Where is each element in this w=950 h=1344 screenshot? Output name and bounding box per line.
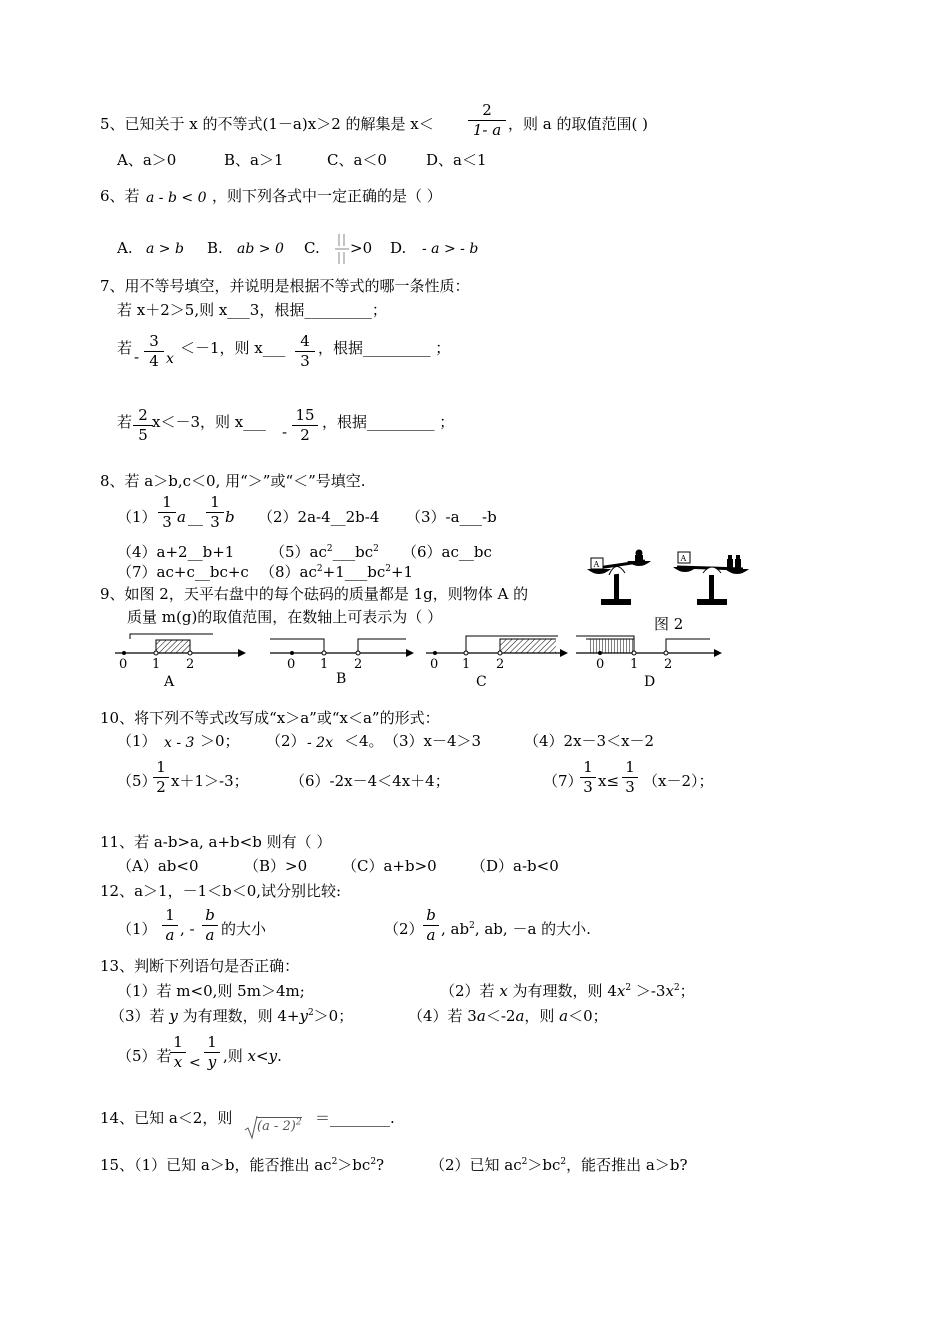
q7-l3-mid: x＜－3，则 x___ bbox=[152, 413, 266, 431]
q8-p5: $(5)ac^2\_\_\_bc^2$ bbox=[270, 543, 379, 561]
q9-line-1: 9、如图 2，天平右盘中的每个砝码的质量都是 1g，则物体 A 的 bbox=[100, 585, 529, 603]
number-line-b bbox=[270, 639, 414, 687]
q8-p1-label: （1） bbox=[117, 508, 157, 526]
q8-p2: （2）2a-4__2b-4 bbox=[258, 508, 380, 526]
q7-l2-sign: - bbox=[134, 348, 140, 366]
q10-p7-tail: （x－2）； bbox=[643, 772, 714, 790]
q13-p5-label: （5）若 bbox=[117, 1047, 172, 1065]
q15-p1: 15、（1）已知 a＞b，能否推出 $ac^2>bc^2$? bbox=[100, 1156, 385, 1174]
q12-p1-fraction: 1 a bbox=[162, 908, 178, 943]
q10-p2-tail: ＜4。 bbox=[344, 732, 384, 750]
q11-option-b: （B）>0 bbox=[244, 857, 308, 875]
q6-option-d: - a > - b bbox=[422, 241, 479, 257]
q5-option-d: D、a＜1 bbox=[426, 151, 487, 169]
q13-p5-conclusion: ,则 x<y. bbox=[223, 1047, 282, 1065]
q7-l3-fraction: 2 5 bbox=[133, 408, 153, 443]
number-line-c-tick-0: 0 bbox=[430, 657, 439, 672]
q10-p2-expr: - 2x bbox=[307, 735, 333, 751]
q7-stem: 7、用不等号填空，并说明是根据不等式的哪一条性质： bbox=[100, 277, 470, 295]
q13-stem: 13、判断下列语句是否正确： bbox=[100, 957, 300, 975]
q5-option-a: A、a＞0 bbox=[117, 151, 177, 169]
number-line-d bbox=[576, 636, 722, 690]
q12-stem: 12、a＞1，－1＜b＜0,试分别比较: bbox=[100, 882, 342, 900]
q7-l3-pre: 若 bbox=[117, 413, 133, 431]
balance-1-box-label: A bbox=[593, 560, 600, 569]
q7-l3-sign: - bbox=[282, 423, 288, 441]
q7-l2-pre: 若 bbox=[117, 339, 133, 357]
q10-p2-label: （2） bbox=[266, 732, 306, 750]
q13-p1: （1）若 m<0,则 5m＞4m; bbox=[117, 982, 305, 1000]
q14-suffix: ＝________. bbox=[315, 1109, 395, 1127]
q7-l2-tail: ，根据_________ ； bbox=[318, 339, 451, 357]
q13-p5-fraction: 1 x bbox=[170, 1035, 186, 1070]
q13-p2: （2）若 x 为有理数，则 $4x^2 >-3x^2$； bbox=[440, 982, 695, 1000]
q6-condition: a - b < 0 bbox=[146, 190, 207, 206]
balance-1 bbox=[587, 550, 651, 606]
q5-option-b: B、a＞1 bbox=[224, 151, 284, 169]
q10-p5-fraction: 1 2 bbox=[153, 760, 169, 795]
q6-option-d-label: D. bbox=[390, 239, 407, 257]
q10-p5-tail: x＋1＞-3； bbox=[171, 772, 249, 790]
q10-p4: （4）2x－3＜x－2 bbox=[524, 732, 655, 750]
q12-p1-fraction-2: b a bbox=[202, 908, 218, 943]
number-line-c-tick-1: 1 bbox=[462, 657, 471, 672]
q6-option-b: ab > 0 bbox=[237, 241, 284, 257]
q8-p1-fraction-2: 1 3 bbox=[206, 495, 224, 530]
number-line-a-tick-2: 2 bbox=[186, 657, 195, 672]
figure-caption: 图 2 bbox=[654, 615, 684, 633]
number-line-c-tick-2: 2 bbox=[496, 657, 505, 672]
number-line-d-tick-2: 2 bbox=[664, 657, 673, 672]
q7-l2-fraction: 3 4 bbox=[144, 334, 164, 369]
q10-p1-expr: x - 3 bbox=[164, 735, 195, 751]
q10-p7-mid: x≤ bbox=[598, 772, 620, 790]
q14-prefix: 14、已知 a＜2，则 bbox=[100, 1109, 233, 1127]
q7-l2-var: x bbox=[166, 351, 174, 367]
q12-p2-fraction: b a bbox=[423, 908, 439, 943]
q8-p4: （4）a+2__b+1 bbox=[117, 543, 235, 561]
q8-p1-fraction: 1 3 bbox=[158, 495, 176, 530]
q10-p3: （3）x－4＞3 bbox=[384, 732, 482, 750]
q8-p1-blank: __ bbox=[188, 508, 203, 526]
number-line-a-tick-0: 0 bbox=[119, 657, 128, 672]
balance-2 bbox=[673, 552, 749, 605]
number-line-a bbox=[115, 634, 246, 690]
q10-stem: 10、将下列不等式改写成“x＞a”或“x＜a”的形式： bbox=[100, 709, 440, 727]
radical-sign bbox=[244, 1114, 258, 1140]
q11-option-a: （A）ab<0 bbox=[117, 857, 199, 875]
q12-p1-tail: 的大小 bbox=[221, 920, 267, 938]
q12-p2-mid: , $ab^2$, ab, －a 的大小. bbox=[441, 920, 591, 938]
q10-p5-label: （5） bbox=[117, 772, 157, 790]
q12-p2-label: （2） bbox=[384, 920, 424, 938]
q13-p5-fraction-2: 1 y bbox=[204, 1035, 220, 1070]
q6-option-a-label: A. bbox=[117, 239, 133, 257]
q8-p1-var-2: b bbox=[225, 508, 235, 526]
q10-p7-fraction-2: 1 3 bbox=[622, 760, 638, 795]
number-line-b-tick-0: 0 bbox=[287, 657, 296, 672]
number-line-c-label: C bbox=[476, 674, 487, 690]
q10-p7-fraction: 1 3 bbox=[580, 760, 596, 795]
q8-p8: $(8)ac^2+1\_\_\_bc^2+1$ bbox=[260, 563, 414, 581]
number-line-b-tick-1: 1 bbox=[320, 657, 329, 672]
number-line-d-tick-1: 1 bbox=[630, 657, 639, 672]
q8-stem: 8、若 a＞b,c＜0, 用“＞”或“＜”号填空. bbox=[100, 472, 366, 490]
balance-2-box-label: A bbox=[680, 554, 687, 563]
q14-radicand: (a - 2)$^2$ bbox=[257, 1117, 302, 1134]
q5-prefix: 5、已知关于 x 的不等式(1－a)x＞2 的解集是 x＜ bbox=[100, 115, 434, 133]
q5-option-c: C、a＜0 bbox=[327, 151, 387, 169]
q11-option-c: （C）a+b>0 bbox=[342, 857, 437, 875]
q7-l2-fraction-2: 4 3 bbox=[295, 334, 315, 369]
q5-fraction: 2 1- a bbox=[468, 103, 506, 138]
number-lines bbox=[110, 628, 735, 692]
number-line-b-label: B bbox=[336, 671, 347, 687]
q10-p1-tail: ＞0； bbox=[200, 732, 240, 750]
number-line-a-tick-1: 1 bbox=[152, 657, 161, 672]
q6-option-c-label: C. bbox=[304, 239, 320, 257]
balance-figure bbox=[585, 545, 755, 610]
q7-l3-tail: ，根据_________ ； bbox=[322, 413, 455, 431]
q15-p2: （2）已知 $ac^2>bc^2$，能否推出 a＞b? bbox=[430, 1156, 688, 1174]
q6-option-a: a > b bbox=[146, 241, 184, 257]
number-line-d-tick-0: 0 bbox=[596, 657, 605, 672]
number-line-b-tick-2: 2 bbox=[354, 657, 363, 672]
q7-l2-mid: ＜－1，则 x___ bbox=[180, 339, 286, 357]
q6-suffix: ，则下列各式中一定正确的是（ ） bbox=[212, 187, 442, 205]
number-line-d-label: D bbox=[644, 674, 656, 690]
q8-p6: （6）ac__bc bbox=[402, 543, 492, 561]
q13-p5-less-than: < bbox=[189, 1055, 201, 1071]
q6-prefix: 6、若 bbox=[100, 187, 140, 205]
q5-suffix: ，则 a 的取值范围( ) bbox=[508, 115, 648, 133]
q6-option-c-tail: >0 bbox=[350, 239, 373, 257]
q10-p1-label: （1） bbox=[117, 732, 157, 750]
q8-p1-var: a bbox=[177, 508, 186, 526]
q12-p1-sep: , - bbox=[180, 920, 195, 938]
q12-p1-label: （1） bbox=[117, 920, 157, 938]
q13-p3: （3）若 y 为有理数，则 $4+y^2>0$； bbox=[110, 1007, 354, 1025]
q7-l3-fraction-2: 15 2 bbox=[292, 408, 318, 443]
q9-line-2: 质量 m(g)的取值范围，在数轴上可表示为（ ） bbox=[127, 608, 443, 626]
q10-p7-label: （7） bbox=[543, 772, 583, 790]
q6-option-b-label: B. bbox=[207, 239, 223, 257]
q13-p4: （4）若 3a＜-2a，则 a＜0； bbox=[408, 1007, 608, 1025]
q10-p6: （6）-2x－4＜4x＋4； bbox=[290, 772, 450, 790]
q11-stem: 11、若 a-b>a, a+b<b 则有（ ） bbox=[100, 833, 332, 851]
q7-line-1: 若 x＋2＞5,则 x___3，根据_________； bbox=[117, 301, 387, 319]
q8-p3: （3）-a___-b bbox=[406, 508, 497, 526]
q8-p7: （7）ac+c__bc+c bbox=[117, 563, 249, 581]
number-line-c bbox=[426, 636, 568, 690]
number-line-a-label: A bbox=[164, 674, 175, 690]
q11-option-d: （D）a-b<0 bbox=[471, 857, 559, 875]
